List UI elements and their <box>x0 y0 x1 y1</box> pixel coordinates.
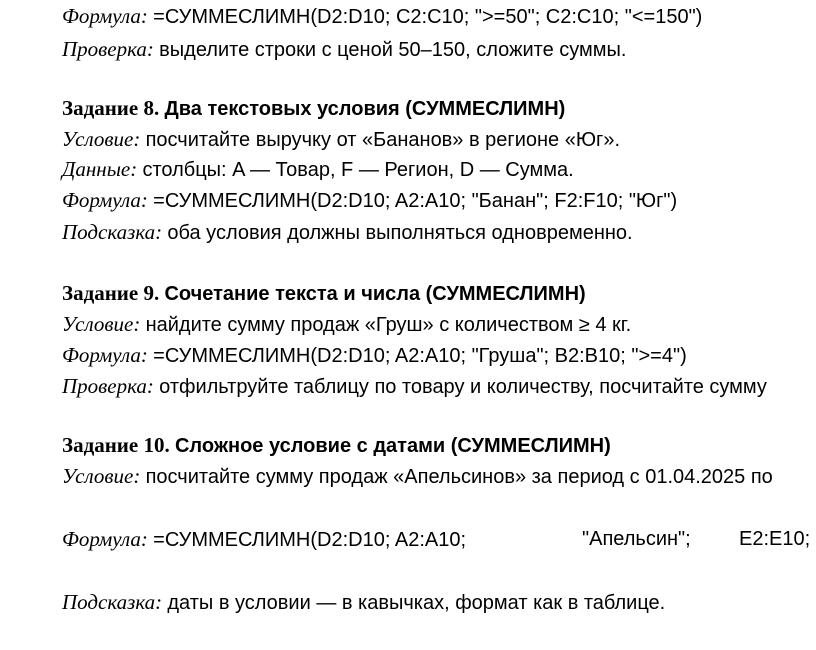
task8-title: Два текстовых условия (СУММЕСЛИМН) <box>164 98 566 120</box>
task9-title: Сочетание текста и числа (СУММЕСЛИМН) <box>164 283 586 305</box>
task7-check-line <box>62 39 626 60</box>
condition-text: посчитайте выручку от «Бананов» в регионе «Юг». <box>145 129 621 151</box>
formula-part-1: =СУММЕСЛИМН(D2:D10; A2:A10; <box>153 529 467 551</box>
task9-formula-line <box>62 345 687 366</box>
check-text: отфильтруйте таблицу по товару и количеству, посчитайте сумму <box>159 376 767 398</box>
condition-text: посчитайте сумму продаж «Апельсинов» за период с 01.04.2025 по <box>145 466 773 488</box>
task9-number: Задание 9. <box>62 281 160 305</box>
condition-label: Условие: <box>62 464 141 488</box>
task9-condition-line <box>62 314 631 335</box>
formula-part-3: E2:E10; <box>739 528 811 550</box>
task10-formula-line <box>62 529 816 550</box>
condition-text: найдите сумму продаж «Груш» с количеством ≥ 4 кг. <box>145 314 632 336</box>
data-text: столбцы: A — Товар, F — Регион, D — Сумма. <box>142 159 574 181</box>
task10-title: Сложное условие с датами (СУММЕСЛИМН) <box>174 435 611 457</box>
task8-number: Задание 8. <box>62 96 160 120</box>
task8-hint-line <box>62 222 633 243</box>
task8-condition-line <box>62 129 620 150</box>
formula-text: =СУММЕСЛИМН(D2:D10; C2:C10; ">=50"; C2:C10; "<=150") <box>153 6 703 28</box>
check-label: Проверка: <box>62 374 154 398</box>
task9-heading <box>62 283 586 304</box>
formula-part-2: "Апельсин"; <box>582 528 691 550</box>
hint-label: Подсказка: <box>62 220 163 244</box>
task8-data-line <box>62 159 574 180</box>
condition-label: Условие: <box>62 312 141 336</box>
formula-label: Формула: <box>62 527 148 551</box>
task8-formula-line <box>62 190 677 211</box>
condition-label: Условие: <box>62 127 141 151</box>
check-label: Проверка: <box>62 37 154 61</box>
data-label: Данные: <box>62 157 138 181</box>
task10-heading <box>62 435 611 456</box>
check-text: выделите строки с ценой 50–150, сложите суммы. <box>159 39 627 61</box>
hint-label: Подсказка: <box>62 590 163 614</box>
task10-number: Задание 10. <box>62 433 170 457</box>
task9-check-line <box>62 376 767 397</box>
hint-text: даты в условии — в кавычках, формат как в таблице. <box>167 592 666 614</box>
hint-text: оба условия должны выполняться одновременно. <box>167 222 633 244</box>
formula-text: =СУММЕСЛИМН(D2:D10; A2:A10; "Груша"; B2:B10; ">=4") <box>153 345 687 367</box>
formula-label: Формула: <box>62 343 148 367</box>
formula-label: Формула: <box>62 188 148 212</box>
task10-condition-line <box>62 466 773 487</box>
task8-heading <box>62 98 565 119</box>
formula-text: =СУММЕСЛИМН(D2:D10; A2:A10; "Банан"; F2:F10; "Юг") <box>153 190 678 212</box>
formula-label: Формула: <box>62 4 148 28</box>
task10-hint-line <box>62 592 665 613</box>
task7-formula-line <box>62 6 702 27</box>
